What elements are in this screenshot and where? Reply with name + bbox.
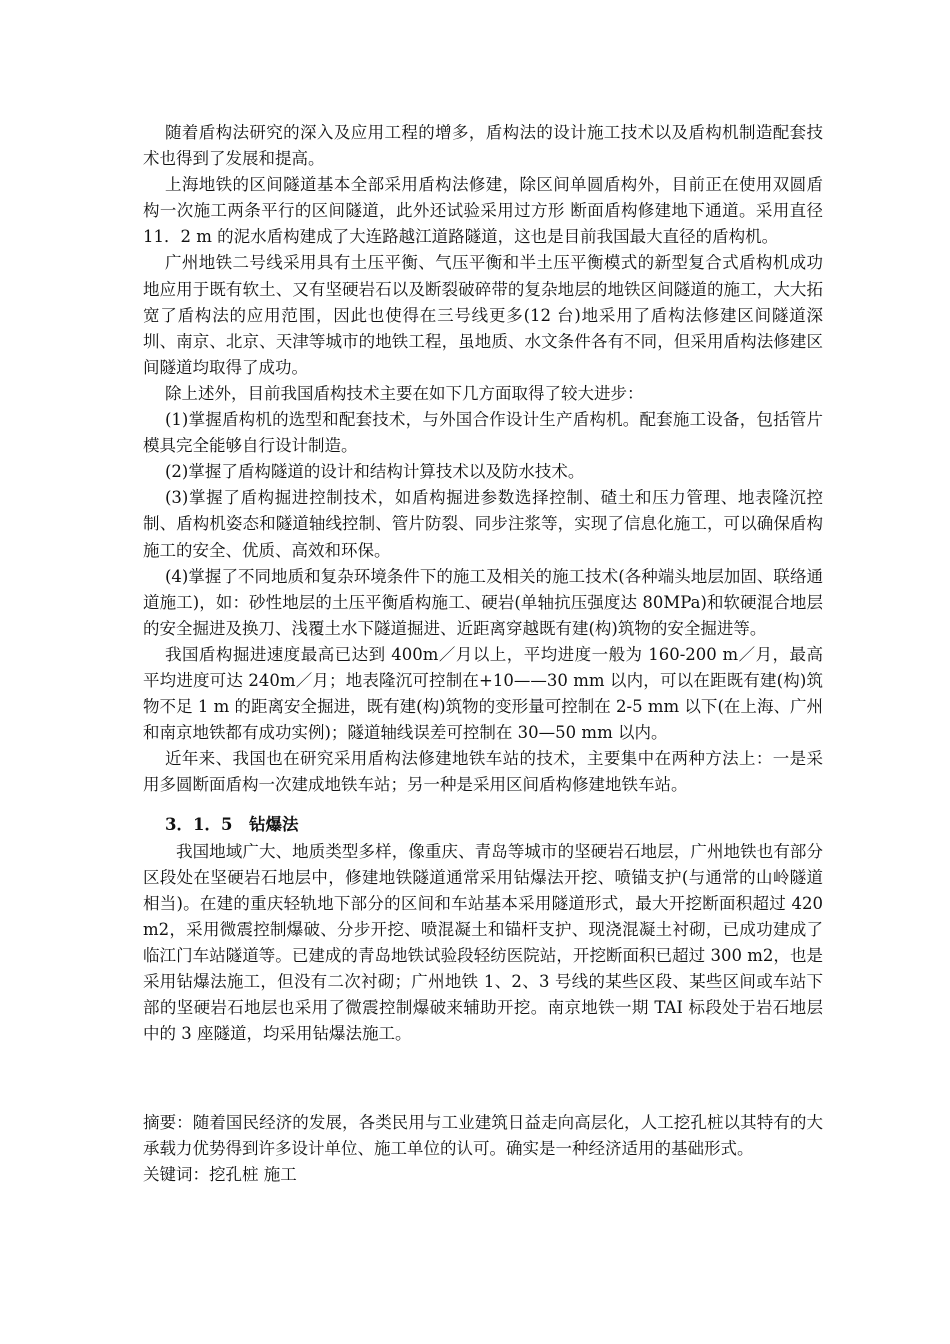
paragraph: 我国盾构掘进速度最高已达到 400m／月以上，平均进度一般为 160-200 m／月，最高平均进度可达 240m／月；地表隆沉可控制在+10——30 mm 以内，可以在距既有建(构)筑物不足 1 m 的距离安全掘进，既有建(构)筑物的变形量可控制在 2-5 mm 以下(在上海、广州和南京地铁都有成功实例)；隧道轴线误差可控制在 30—50 mm 以内。 — [143, 644, 823, 743]
paragraph: 我国地域广大、地质类型多样，像重庆、青岛等城市的坚硬岩石地层，广州地铁也有部分区段处在坚硬岩石地层中，修建地铁隧道通常采用钻爆法开挖、喷锚支护(与通常的山岭隧道相当)。在建的重庆轻轨地下部分的区间和车站基本采用隧道形式，最大开挖断面积超过 420 m2，采用微震控制爆破、分步开挖、喷混凝土和锚杆支护、现浇混凝土衬砌，已成功建成了临江门车站隧道等。已建成的青岛地铁试验段轻纺医院站，开挖断面积已超过 300 m2，也是采用钻爆法施工，但没有二次衬砌；广州地铁 1、2、3 号线的某些区段、某些区间或车站下部的坚硬岩石地层也采用了微震控制爆破来辅助开挖。南京地铁一期 TAI 标段处于岩石地层中的 3 座隧道，均采用钻爆法施工。 — [143, 841, 823, 1044]
abstract-text: 摘要：随着国民经济的发展，各类民用与工业建筑日益走向高层化，人工挖孔桩以其特有的大承载力优势得到许多设计单位、施工单位的认可。确实是一种经济适用的基础形式。 — [143, 1113, 823, 1158]
section-heading: 3．1．5 钻爆法 — [165, 815, 299, 835]
paragraph: 随着盾构法研究的深入及应用工程的增多，盾构法的设计施工技术以及盾构机制造配套技术也得到了发展和提高。 — [143, 123, 823, 169]
list-item: (2)掌握了盾构隧道的设计和结构计算技术以及防水技术。 — [165, 462, 585, 482]
document-body — [143, 120, 823, 1047]
paragraph: 上海地铁的区间隧道基本全部采用盾构法修建，除区间单圆盾构外，目前正在使用双圆盾构一次施工两条平行的区间隧道，此外还试验采用过方形 断面盾构修建地下通道。采用直径11．2 m 的泥水盾构建成了大连路越江道路隧道，这也是目前我国最大直径的盾构机。 — [143, 175, 823, 247]
list-item: (1)掌握盾构机的选型和配套技术，与外国合作设计生产盾构机。配套施工设备，包括管片模具完全能够自行设计制造。 — [143, 410, 823, 456]
keywords-text: 关键词：挖孔桩 施工 — [143, 1165, 297, 1184]
list-item: (3)掌握了盾构掘进控制技术，如盾构掘进参数选择控制、碴土和压力管理、地表隆沉控制、盾构机姿态和隧道轴线控制、管片防裂、同步注浆等，实现了信息化施工，可以确保盾构施工的安全、优质、高效和环保。 — [143, 488, 823, 560]
list-item: (4)掌握了不同地质和复杂环境条件下的施工及相关的施工技术(各种端头地层加固、联络通道施工)，如：砂性地层的土压平衡盾构施工、硬岩(单轴抗压强度达 80MPa)和软硬混合地层的安全掘进及换刀、浅覆土水下隧道掘进、近距离穿越既有建(构)筑物的安全掘进等。 — [143, 566, 823, 638]
paragraph: 除上述外，目前我国盾构技术主要在如下几方面取得了较大进步： — [165, 383, 644, 403]
abstract-section — [143, 1110, 823, 1188]
paragraph: 广州地铁二号线采用具有土压平衡、气压平衡和半土压平衡模式的新型复合式盾构机成功地应用于既有软土、又有坚硬岩石以及断裂破碎带的复杂地层的地铁区间隧道的施工，大大拓宽了盾构法的应用范围，因此也使得在三号线更多(12 台)地采用了盾构法修建区间隧道深圳、南京、北京、天津等城市的地铁工程，虽地质、水文条件各有不同，但采用盾构法修建区间隧道均取得了成功。 — [143, 253, 823, 377]
paragraph: 近年来、我国也在研究采用盾构法修建地铁车站的技术，主要集中在两种方法上：一是采用多圆断面盾构一次建成地铁车站；另一种是采用区间盾构修建地铁车站。 — [143, 749, 823, 795]
